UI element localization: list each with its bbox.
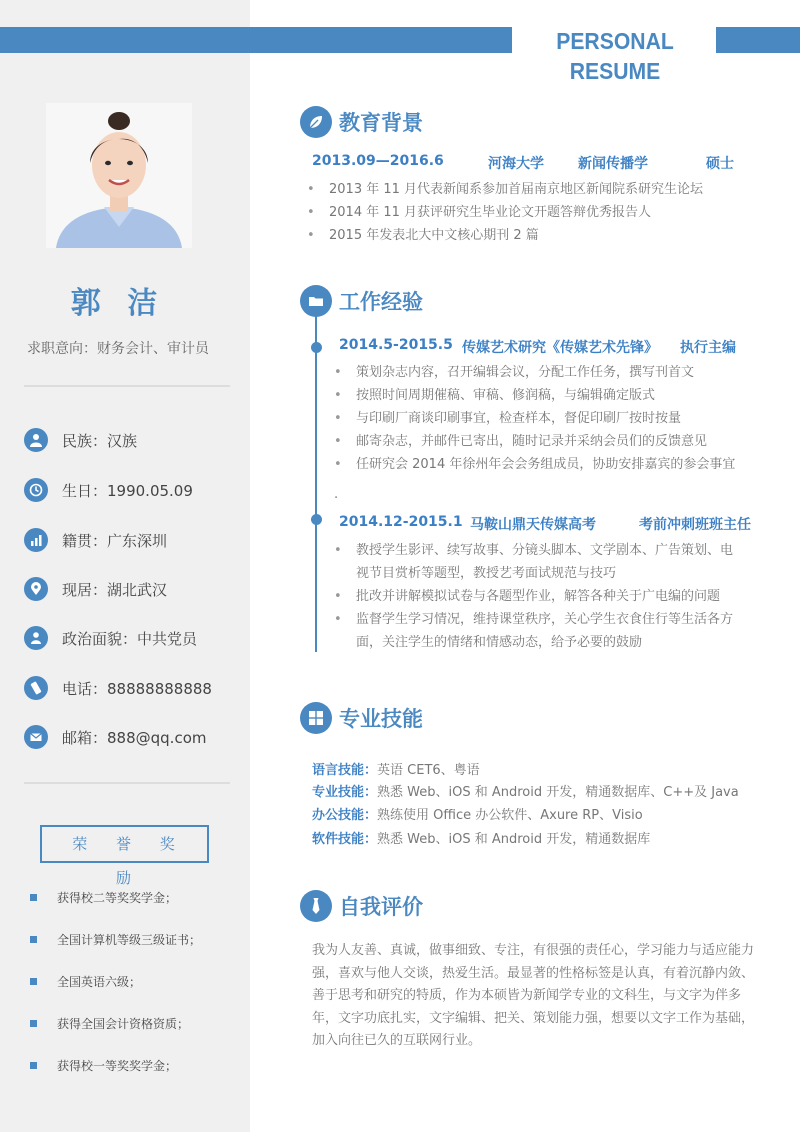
skill-row: 软件技能：熟悉 Web、iOS 和 Android 开发，精通数据库 (312, 832, 651, 847)
self-eval-section-header: 自我评价 (300, 890, 423, 922)
self-eval-text: 我为人友善、真诚，做事细致、专注，有很强的责任心，学习能力与适应能力强，喜欢与他人交谈，热爱生活。最显著的性格标签是认真，有着沉静内敛、善于思考和研究的特质，作为本硕皆为新闻学专业的文科生，与文字为伴多年，文字功底扎实，文字编辑、把关、策划能力强，想要以文字工作为基础，加入向往已久的互联网行业。 (312, 943, 755, 1048)
info-political: 政治面貌：中共党员 (24, 625, 197, 651)
info-residence: 现居：湖北武汉 (24, 576, 167, 602)
education-period: 2013.09—2016.6 (312, 153, 444, 169)
job-period: 2014.5-2015.5 (339, 337, 453, 353)
job-role: 考前冲刺班班主任 (639, 517, 751, 533)
folder-icon (300, 285, 332, 317)
job-bullet: • 策划杂志内容，召开编辑会议，分配工作任务，撰写刊首文 (334, 365, 695, 380)
education-bullet: • 2014 年 11 月获评研究生毕业论文开题答辩优秀报告人 (307, 205, 652, 220)
divider (24, 385, 230, 387)
square-bullet-icon (30, 936, 37, 943)
info-ethnicity: 民族：汉族 (24, 427, 137, 453)
square-bullet-icon (30, 894, 37, 901)
job-objective: 求职意向：财务会计、审计员 (27, 341, 209, 357)
education-degree: 硕士 (706, 156, 734, 172)
person-icon (24, 428, 48, 452)
honor-item: 获得全国会计资格资质； (30, 1015, 189, 1032)
user-badge-icon (24, 626, 48, 650)
header-bar-right (716, 27, 800, 53)
honors-title: 荣 誉 奖 励 (40, 825, 209, 863)
honor-item: 全国计算机等级三级证书； (30, 931, 201, 948)
clock-icon (24, 478, 48, 502)
divider (24, 782, 230, 784)
profile-photo (46, 103, 192, 248)
job-organization: 马鞍山鼎天传媒高考 (470, 517, 596, 533)
resume-brand-title: PERSONAL RESUME (556, 28, 674, 84)
bar-chart-icon (24, 528, 48, 552)
phone-icon (24, 676, 48, 700)
job-organization: 传媒艺术研究《传媒艺术先锋》 (462, 340, 658, 356)
job-bullet: • 监督学生学习情况，维持课堂秩序，关心学生衣食住行等生活各方 (334, 612, 734, 627)
skill-row: 办公技能：熟练使用 Office 办公软件、Axure RP、Visio (312, 808, 643, 823)
work-timeline (315, 312, 317, 652)
job-bullet: • 邮寄杂志，并邮件已寄出，随时记录并采纳会员们的反馈意见 (334, 434, 708, 449)
work-section-header: 工作经验 (300, 285, 423, 317)
job-role: 执行主编 (680, 340, 736, 356)
education-bullet: • 2015 年发表北大中文核心期刊 2 篇 (307, 228, 539, 243)
info-phone: 电话：88888888888 (24, 675, 212, 701)
job-bullet: • 与印刷厂商谈印刷事宜，检查样本，督促印刷厂按时按量 (334, 411, 682, 426)
timeline-dot (311, 342, 322, 353)
honor-item: 全国英语六级； (30, 973, 141, 990)
mail-icon (24, 725, 48, 749)
job-bullet-continued: 视节目赏析等题型，教授艺考面试规范与技巧 (356, 566, 617, 581)
square-bullet-icon (30, 1062, 37, 1069)
skill-row: 专业技能：熟悉 Web、iOS 和 Android 开发，精通数据库、C++及 Java (312, 785, 739, 800)
job-bullet: • 任研究会 2014 年徐州年会会务组成员，协助安排嘉宾的参会事宜 (334, 457, 736, 472)
honor-item: 获得校一等奖奖学金； (30, 1057, 177, 1074)
info-email: 邮箱：888@qq.com (24, 724, 206, 750)
skills-section-header: 专业技能 (300, 702, 423, 734)
education-school: 河海大学 (488, 156, 544, 172)
header-bar-left (0, 27, 512, 53)
tie-icon (300, 890, 332, 922)
job-bullet-continued: 面，关注学生的情绪和情感动态，给予必要的鼓励 (356, 635, 643, 650)
education-bullet: • 2013 年 11 月代表新闻系参加首届南京地区新闻院系研究生论坛 (307, 182, 704, 197)
info-birthday: 生日：1990.05.09 (24, 477, 193, 503)
skill-row: 语言技能：英语 CET6、粤语 (312, 763, 480, 778)
separator-mark: . (334, 487, 339, 502)
education-section-header: 教育背景 (300, 106, 423, 138)
education-major: 新闻传播学 (578, 156, 648, 172)
candidate-name: 郭 洁 (70, 286, 166, 321)
job-bullet: • 按照时间周期催稿、审稿、修润稿，与编辑确定版式 (334, 388, 656, 403)
job-bullet: • 教授学生影评、续写故事、分镜头脚本、文学剧本、广告策划、电 (334, 543, 734, 558)
square-bullet-icon (30, 1020, 37, 1027)
honor-item: 获得校二等奖奖学金； (30, 889, 177, 906)
info-hometown: 籍贯：广东深圳 (24, 527, 167, 553)
leaf-icon (300, 106, 332, 138)
location-pin-icon (24, 577, 48, 601)
timeline-dot (311, 514, 322, 525)
job-period: 2014.12-2015.1 (339, 514, 463, 530)
square-bullet-icon (30, 978, 37, 985)
job-bullet: • 批改并讲解模拟试卷与各题型作业，解答各种关于广电编的问题 (334, 589, 721, 604)
windows-icon (300, 702, 332, 734)
